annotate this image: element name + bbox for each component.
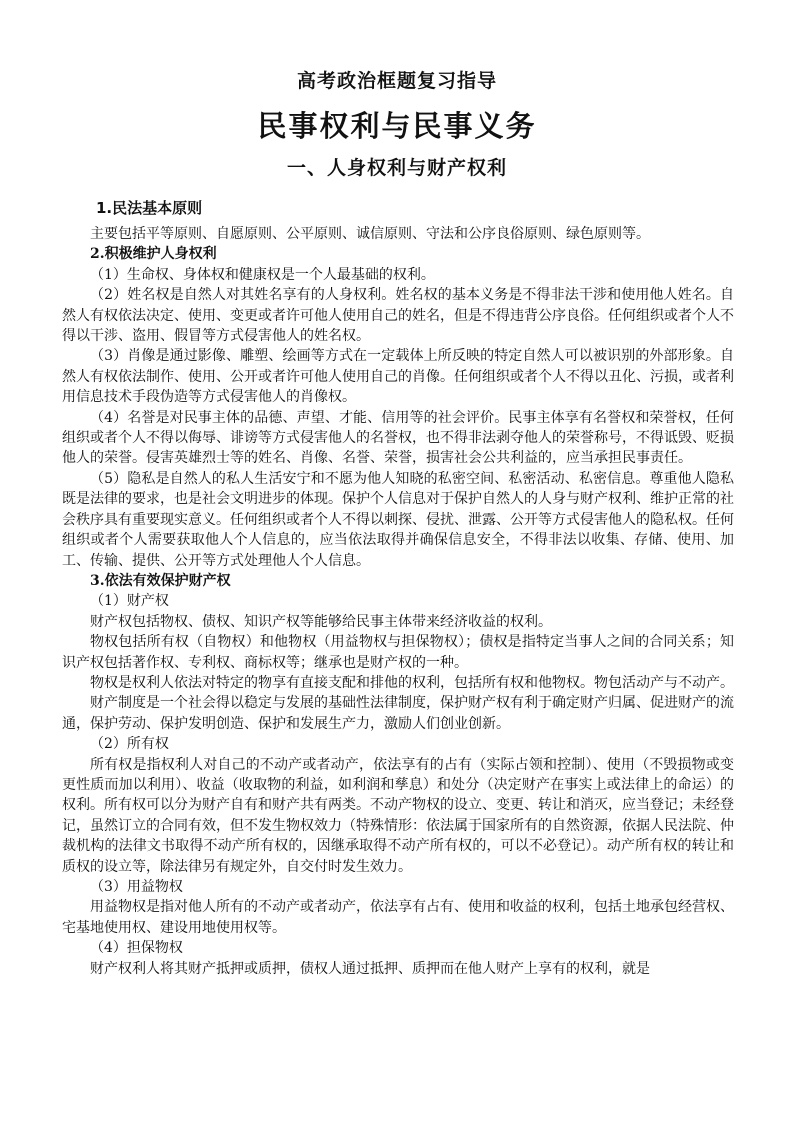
paragraph-usufruct-definition: 用益物权是指对他人所有的不动产或者动产，依法享有占有、使用和收益的权利，包括土地承包经营权、宅基地使用权、建设用地使用权等。 [62, 899, 734, 936]
paragraph-property-scope: 财产权包括物权、债权、知识产权等能够给民事主体带来经济收益的权利。 [90, 613, 552, 630]
paragraph-name-rights: （2）姓名权是自然人对其姓名享有的人身权利。姓名权的基本义务是不得非法干涉和使用他人姓名。自然人有权依法决定、使用、变更或者许可他人使用自己的姓名，但是不得违背公序良俗。任何组织或者个人不得以干涉、盗用、假冒等方式侵害他人的姓名权。 [62, 287, 734, 345]
document-top-title: 高考政治框题复习指导 [296, 70, 497, 92]
paragraph-usufruct-label: （3）用益物权 [90, 879, 183, 895]
paragraph-ownership-label: （2）所有权 [90, 736, 169, 753]
paragraph-property-label: （1）财产权 [90, 593, 169, 610]
section-title: 一、人身权利与财产权利 [286, 157, 507, 179]
paragraph-real-rights-types: 物权包括所有权（自物权）和他物权（用益物权与担保物权）；债权是指特定当事人之间的合同关系；知识产权包括著作权、专利权、商标权等；继承也是财产权的一种。 [62, 634, 734, 671]
heading-civil-law-principles: 1.民法基本原则 [96, 199, 203, 217]
paragraph-reputation-rights: （4）名誉是对民事主体的品德、声望、才能、信用等的社会评价。民事主体享有名誉权和荣誉权，任何组织或者个人不得以侮辱、诽谤等方式侵害他人的名誉权，也不得非法剥夺他人的荣誉称号，不得诋毁、贬损他人的荣誉。侵害英雄烈士等的姓名、肖像、名誉、荣誉，损害社会公共利益的，应当承担民事责任。 [62, 409, 734, 467]
heading-personal-rights: 2.积极维护人身权利 [90, 246, 217, 263]
document-body [62, 224, 734, 979]
paragraph-security-definition: 财产权利人将其财产抵押或质押，债权人通过抵押、质押而在他人财产上享有的权利，就是 [90, 960, 650, 977]
paragraph-life-rights: （1）生命权、身体权和健康权是一个人最基础的权利。 [90, 266, 435, 283]
paragraph-portrait-rights: （3）肖像是通过影像、雕塑、绘画等方式在一定载体上所反映的特定自然人可以被识别的外部形象。自然人有权依法制作、使用、公开或者许可他人使用自己的肖像。任何组织或者个人不得以丑化、污损，或者利用信息技术手段伪造等方式侵害他人的肖像权。 [62, 348, 734, 406]
paragraph-ownership-definition: 所有权是指权利人对自己的不动产或者动产，依法享有的占有（实际占领和控制）、使用（不毁损物或变更性质而加以利用）、收益（收取物的利益，如利润和孳息）和处分（决定财产在事实上或法律上的命运）的权利。所有权可以分为财产自有和财产共有两类。不动产物权的设立、变更、转让和消灭，应当登记；未经登记，虽然订立的合同有效，但不发生物权效力（特殊情形：依法属于国家所有的自然资源，依据人民法院、仲裁机构的法律文书取得不动产所有权的，因继承取得不动产所有权的，可以不必登记）。动产所有权的转让和质权的设立等，除法律另有规定外，自交付时发生效力。 [62, 756, 734, 875]
heading-property-rights: 3.依法有效保护财产权 [90, 572, 231, 589]
paragraph-security-label: （4）担保物权 [90, 940, 183, 957]
paragraph-principles: 主要包括平等原则、自愿原则、公平原则、诚信原则、守法和公序良俗原则、绿色原则等。 [90, 226, 650, 242]
paragraph-real-rights-definition: 物权是权利人依法对特定的物享有直接支配和排他的权利，包括所有权和他物权。物包活动产与不动产。 [90, 674, 734, 691]
document-main-title: 民事权利与民事义务 [257, 109, 537, 143]
paragraph-privacy-rights: （5）隐私是自然人的私人生活安宁和不愿为他人知晓的私密空间、私密活动、私密信息。尊重他人隐私既是法律的要求，也是社会文明进步的体现。保护个人信息对于保护自然人的人身与财产权利、维护正常的社会秩序具有重要现实意义。任何组织或者个人不得以刺探、侵扰、泄露、公开等方式侵害他人的隐私权。任何组织或者个人需要获取他人个人信息的，应当依法取得并确保信息安全，不得非法以收集、存储、使用、加工、传输、提供、公开等方式处理他人个人信息。 [62, 470, 734, 569]
paragraph-property-system: 财产制度是一个社会得以稳定与发展的基础性法律制度，保护财产权有利于确定财产归属、促进财产的流通，保护劳动、保护发明创造、保护和发展生产力，激励人们创业创新。 [62, 695, 734, 732]
